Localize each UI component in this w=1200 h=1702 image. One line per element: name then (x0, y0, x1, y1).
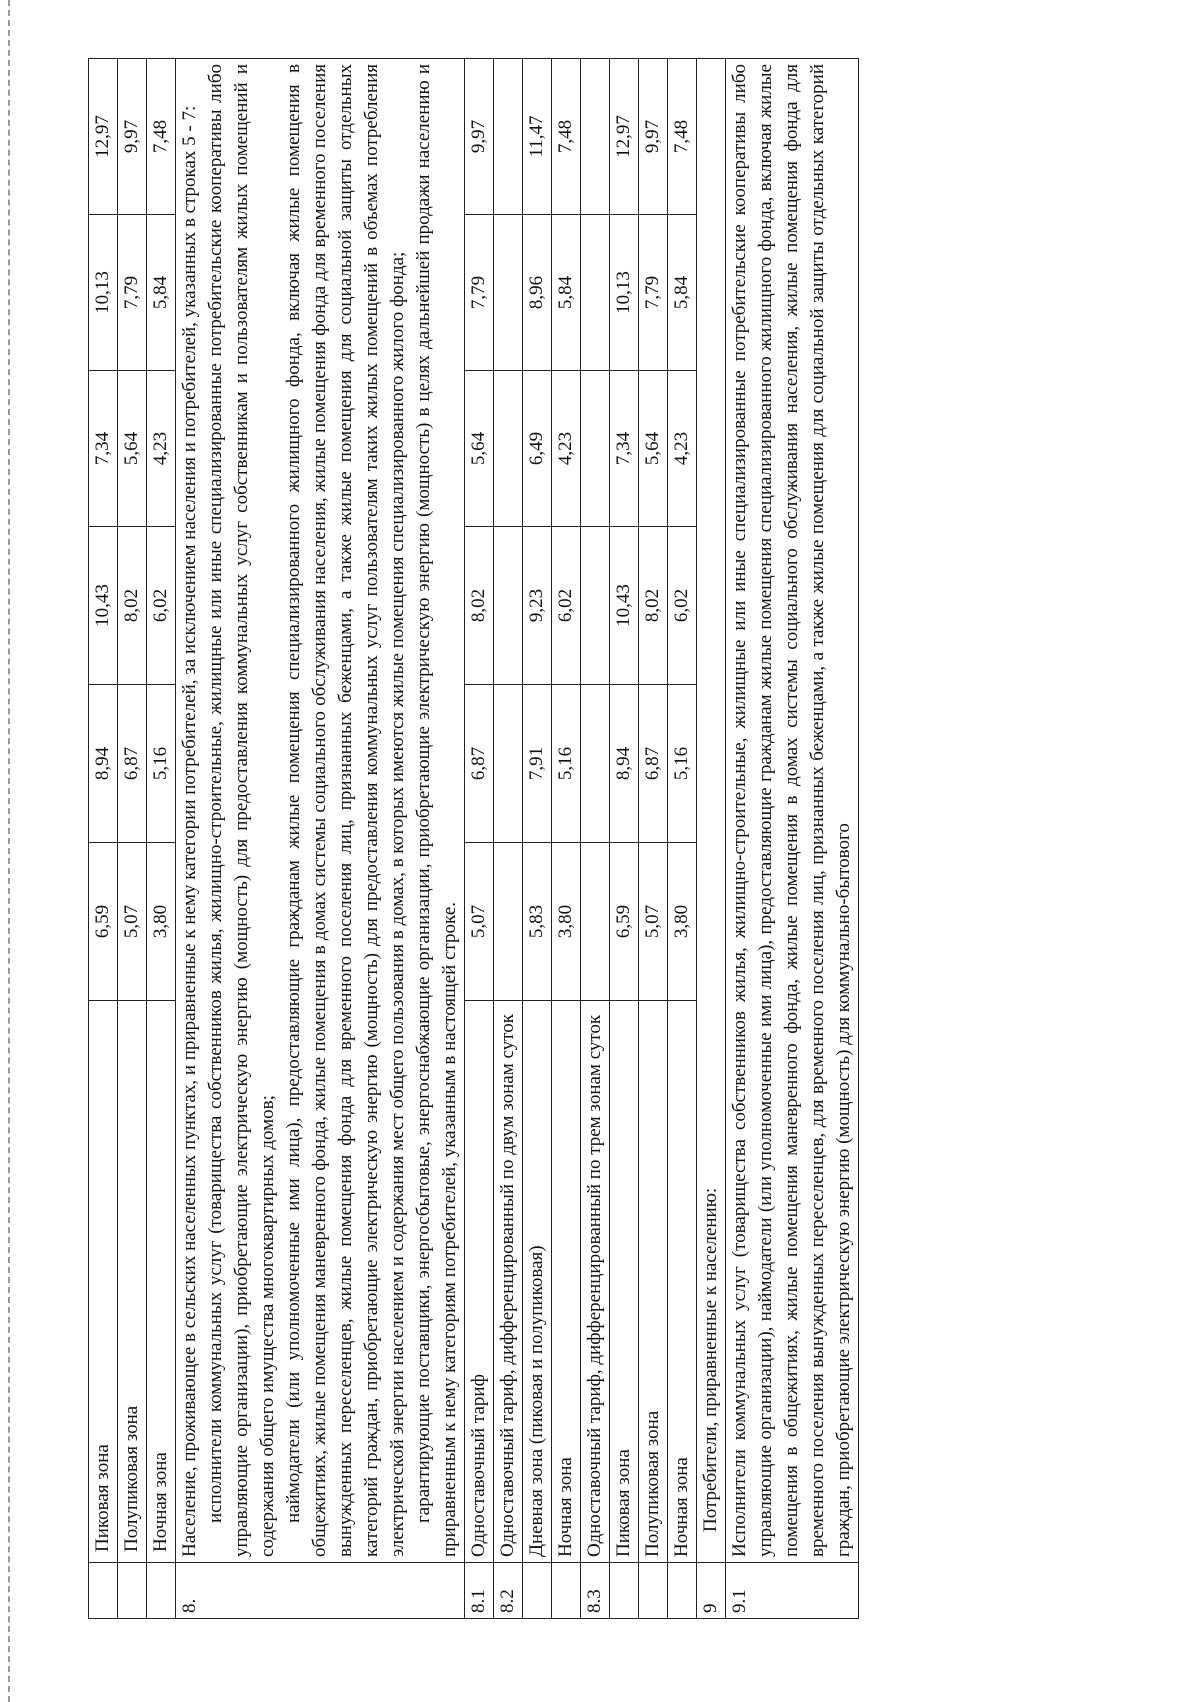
cell-empty (494, 527, 523, 685)
cell-value: 5,84 (552, 215, 581, 371)
cell-value: 5,07 (118, 843, 147, 1001)
row-number (610, 1563, 639, 1619)
section-9-1-row (726, 59, 859, 1619)
cell-value: 4,23 (668, 371, 697, 527)
cell-value: 6,87 (639, 685, 668, 843)
cell-value: 11,47 (523, 59, 552, 215)
rotated-page (88, 59, 1070, 1619)
cell-value: 5,07 (639, 843, 668, 1001)
cell-value: 5,64 (118, 371, 147, 527)
cell-value: 5,16 (552, 685, 581, 843)
cell-value: 5,16 (668, 685, 697, 843)
cell-value: 6,59 (89, 843, 118, 1001)
cell-empty (581, 527, 610, 685)
section-9-heading: Потребители, приравненные к населению: (697, 59, 726, 1563)
cell-value: 9,23 (523, 527, 552, 685)
row-label: Пиковая зона (89, 1001, 118, 1563)
cell-value: 5,64 (639, 371, 668, 527)
cell-empty (581, 843, 610, 1001)
table-row (147, 59, 176, 1619)
cell-value: 7,34 (610, 371, 639, 527)
cell-value: 7,79 (639, 215, 668, 371)
table-row (610, 59, 639, 1619)
cell-value: 8,94 (89, 685, 118, 843)
cell-empty (581, 371, 610, 527)
cell-value: 4,23 (552, 371, 581, 527)
cell-value: 6,59 (610, 843, 639, 1001)
row-label: Ночная зона (147, 1001, 176, 1563)
cell-value: 5,84 (668, 215, 697, 371)
cell-value: 6,49 (523, 371, 552, 527)
scan-edge-marks (8, 0, 14, 1702)
row-number: 8.1 (465, 1563, 494, 1619)
cell-value: 5,84 (147, 215, 176, 371)
cell-value: 5,83 (523, 843, 552, 1001)
table-row (668, 59, 697, 1619)
cell-value: 3,80 (552, 843, 581, 1001)
table-row (89, 59, 118, 1619)
row-label: Пиковая зона (610, 1001, 639, 1563)
cell-value: 8,96 (523, 215, 552, 371)
cell-value: 7,34 (89, 371, 118, 527)
row-number: 8. (176, 1563, 465, 1619)
row-label: Дневная зона (пиковая и полупиковая) (523, 1001, 552, 1563)
cell-value: 6,02 (147, 527, 176, 685)
section-9-1-text (726, 59, 859, 1563)
row-label: Полупиковая зона (118, 1001, 147, 1563)
cell-value: 8,02 (465, 527, 494, 685)
cell-value: 12,97 (89, 59, 118, 215)
cell-value: 3,80 (147, 843, 176, 1001)
cell-value: 4,23 (147, 371, 176, 527)
cell-empty (494, 215, 523, 371)
row-label: Полупиковая зона (639, 1001, 668, 1563)
table-row (581, 59, 610, 1619)
cell-value: 3,80 (668, 843, 697, 1001)
cell-value: 10,43 (89, 527, 118, 685)
cell-value: 6,87 (118, 685, 147, 843)
cell-value: 7,79 (118, 215, 147, 371)
row-number (552, 1563, 581, 1619)
cell-value: 10,43 (610, 527, 639, 685)
row-number: 9 (697, 1563, 726, 1619)
cell-value: 6,87 (465, 685, 494, 843)
cell-value: 5,07 (465, 843, 494, 1001)
table-row (552, 59, 581, 1619)
row-number (639, 1563, 668, 1619)
cell-value: 7,79 (465, 215, 494, 371)
cell-empty (494, 59, 523, 215)
row-label: Ночная зона (552, 1001, 581, 1563)
cell-empty (581, 59, 610, 215)
row-number (89, 1563, 118, 1619)
cell-empty (494, 843, 523, 1001)
paragraph: исполнители коммунальных услуг (товарищества собственников жилья, жилищно-строительные, жилищные или иные специализированные потребительские кооперативы либо управляющие организации), приобретающие электрическую энергию (мощность) для предоставления коммунальных услуг собственникам и пользователям жилых помещений и содержания общего имущества многоквартирных домов; (205, 64, 278, 1557)
table-row (523, 59, 552, 1619)
section-8-row (176, 59, 465, 1619)
paragraph: Исполнители коммунальных услуг (товарищества собственников жилья, жилищно-строительные, жилищные или иные специализированные потребительские кооперативы либо управляющие организации), наймодатели (или уполномоченные ими лица), предоставляющие гражданам жилые помещения специализированного жилищного фонда, включая жилые помещения в общежитиях, жилые помещения маневренного фонда, жилые помещения в домах системы социального обслуживания населения, жилые помещения фонда для временного поселения вынужденных переселенцев, для временного поселения лиц, признанных беженцами, а также жилые помещения для социальной защиты отдельных категорий граждан, приобретающие электрическую энергию (мощность) для коммунально-бытового (729, 64, 854, 1557)
paragraph: гарантирующие поставщики, энергосбытовые, энергоснабжающие организации, приобретающие электрическую энергию (мощность) в целях дальнейшей продажи населению и приравненным к нему категориям потребителей, указанным в настоящей строке. (413, 64, 460, 1557)
cell-value: 10,13 (610, 215, 639, 371)
cell-value: 6,02 (668, 527, 697, 685)
table-row (639, 59, 668, 1619)
section-9-row (697, 59, 726, 1619)
cell-value: 9,97 (639, 59, 668, 215)
row-label: Ночная зона (668, 1001, 697, 1563)
cell-value: 8,94 (610, 685, 639, 843)
row-label: Одноставочный тариф, дифференцированный по двум зонам суток (494, 1001, 523, 1563)
cell-value: 7,48 (147, 59, 176, 215)
cell-value: 8,02 (118, 527, 147, 685)
row-label: Одноставочный тариф (465, 1001, 494, 1563)
cell-value: 10,13 (89, 215, 118, 371)
table-row (465, 59, 494, 1619)
row-number: 8.3 (581, 1563, 610, 1619)
row-number (668, 1563, 697, 1619)
tariff-table (88, 58, 859, 1619)
cell-value: 6,02 (552, 527, 581, 685)
row-label: Одноставочный тариф, дифференцированный по трем зонам суток (581, 1001, 610, 1563)
cell-empty (494, 685, 523, 843)
paragraph: Население, проживающее в сельских населенных пунктах, и приравненные к нему категории потребителей, за исключением населения и потребителей, указанных в строках 5 - 7: (179, 105, 200, 1557)
cell-value: 7,48 (668, 59, 697, 215)
row-number (523, 1563, 552, 1619)
row-number (147, 1563, 176, 1619)
row-number (118, 1563, 147, 1619)
cell-empty (494, 371, 523, 527)
cell-value: 7,91 (523, 685, 552, 843)
cell-value: 7,48 (552, 59, 581, 215)
cell-value: 9,97 (118, 59, 147, 215)
row-number: 8.2 (494, 1563, 523, 1619)
cell-empty (581, 685, 610, 843)
cell-value: 5,16 (147, 685, 176, 843)
table-row (118, 59, 147, 1619)
cell-value: 12,97 (610, 59, 639, 215)
row-number: 9.1 (726, 1563, 859, 1619)
cell-empty (581, 215, 610, 371)
section-8-text (176, 59, 465, 1563)
cell-value: 8,02 (639, 527, 668, 685)
cell-value: 5,64 (465, 371, 494, 527)
cell-value: 9,97 (465, 59, 494, 215)
table-row (494, 59, 523, 1619)
paragraph: наймодатели (или уполномоченные ими лица), предоставляющие гражданам жилые помещения специализированного жилищного фонда, включая жилые помещения в общежитиях, жилые помещения маневренного фонда, жилые помещения в домах системы социального обслуживания населения, жилые помещения фонда для временного поселения вынужденных переселенцев, жилые помещения фонда для временного поселения лиц, признанных беженцами, а также жилые помещения для социальной защиты отдельных категорий граждан, приобретающие электрическую энергию (мощность) для предоставления коммунальных услуг пользователям таких жилых помещений в объемах потребления электрической энергии населением и содержания мест общего пользования в домах, в которых имеются жилые помещения специализированного жилого фонда; (283, 64, 408, 1557)
